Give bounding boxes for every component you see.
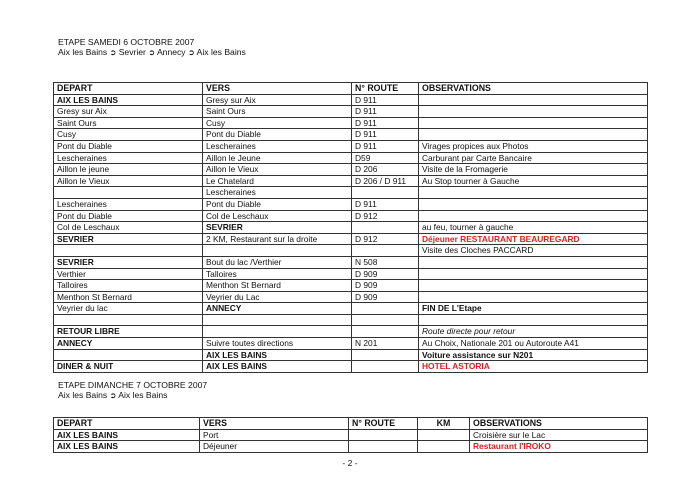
cell-observations: Restaurant l'IROKO [470, 441, 648, 453]
cell-vers: Suivre toutes directions [203, 338, 352, 350]
arrow-icon: ➲ [148, 48, 156, 57]
cell-vers: ANNECY [203, 303, 352, 315]
table-row [54, 429, 648, 441]
cell-route [352, 187, 419, 199]
cell-route: D 912 [352, 233, 419, 245]
header-route: N° ROUTE [352, 83, 419, 95]
cell-observations: FIN DE L'Etape [419, 303, 648, 315]
cell-vers: 2 KM, Restaurant sur la droite [203, 233, 352, 245]
table-row [54, 233, 648, 245]
arrow-icon: ➲ [109, 48, 117, 57]
cell-route: N 508 [352, 256, 419, 268]
cell-depart: Lescheraines [54, 152, 203, 164]
table-row [54, 140, 648, 152]
cell-route [349, 429, 418, 441]
cell-observations [419, 94, 648, 106]
cell-route: D 206 [352, 164, 419, 176]
cell-depart: Talloires [54, 280, 203, 292]
cell-observations: Route directe pour retour [419, 326, 648, 338]
cell-depart: Pont du Diable [54, 210, 203, 222]
cell-vers: AIX LES BAINS [203, 349, 352, 361]
cell-route: D59 [352, 152, 419, 164]
cell-vers: Pont du Diable [203, 129, 352, 141]
cell-depart: Cusy [54, 129, 203, 141]
cell-vers: SEVRIER [203, 222, 352, 234]
stage2-route [58, 390, 167, 401]
cell-vers: Veyrier du Lac [203, 291, 352, 303]
cell-observations [419, 106, 648, 118]
cell-depart: RETOUR LIBRE [54, 326, 203, 338]
cell-observations [419, 314, 648, 326]
cell-depart: SEVRIER [54, 256, 203, 268]
cell-route: D 911 [352, 94, 419, 106]
cell-depart [54, 245, 203, 257]
stage2-table [53, 417, 648, 453]
cell-observations: Déjeuner RESTAURANT BEAUREGARD [419, 233, 648, 245]
cell-observations [419, 187, 648, 199]
cell-vers: Aillon le Jeune [203, 152, 352, 164]
arrow-icon: ➲ [188, 48, 195, 57]
cell-vers: Gresy sur Aix [203, 94, 352, 106]
cell-depart: Menthon St Bernard [54, 291, 203, 303]
cell-observations [419, 280, 648, 292]
cell-depart: AIX LES BAINS [54, 429, 200, 441]
table-header-row [54, 83, 648, 95]
cell-vers: Cusy [203, 117, 352, 129]
table-row [54, 94, 648, 106]
cell-observations [419, 129, 648, 141]
cell-observations [419, 210, 648, 222]
cell-observations [419, 291, 648, 303]
cell-route: D 911 [352, 140, 419, 152]
cell-observations: au feu, tourner à gauche [419, 222, 648, 234]
table-row [54, 441, 648, 453]
header-depart: DEPART [54, 83, 203, 95]
cell-depart: DINER & NUIT [54, 361, 203, 373]
cell-route [352, 314, 419, 326]
table-row [54, 256, 648, 268]
cell-vers: Port [200, 429, 349, 441]
table-row [54, 291, 648, 303]
cell-route: D 909 [352, 291, 419, 303]
route-stop: Aix les Bains [58, 47, 108, 57]
cell-observations: Visite des Cloches PACCARD [419, 245, 648, 257]
cell-vers: Saint Ours [203, 106, 352, 118]
cell-vers: Aillon le Vieux [203, 164, 352, 176]
route-stop: Sevrier [118, 47, 146, 57]
cell-vers [203, 326, 352, 338]
cell-route: D 911 [352, 129, 419, 141]
cell-vers: Lescheraines [203, 187, 352, 199]
cell-route: D 909 [352, 280, 419, 292]
table-row [54, 245, 648, 257]
cell-depart: Pont du Diable [54, 140, 203, 152]
cell-vers: Col de Leschaux [203, 210, 352, 222]
arrow-icon: ➲ [109, 391, 117, 400]
cell-route [352, 326, 419, 338]
cell-depart: Lescheraines [54, 198, 203, 210]
route-stop: Aix les Bains [58, 390, 108, 400]
table-row [54, 303, 648, 315]
cell-vers: Le Chatelard [203, 175, 352, 187]
cell-depart [54, 314, 203, 326]
cell-observations: Croisière sur le Lac [470, 429, 648, 441]
table-row [54, 152, 648, 164]
cell-observations: HOTEL ASTORIA [419, 361, 648, 373]
cell-depart: Aillon le jeune [54, 164, 203, 176]
cell-route [352, 222, 419, 234]
table-row [54, 187, 648, 199]
cell-vers: Lescheraines [203, 140, 352, 152]
cell-observations: Virages propices aux Photos [419, 140, 648, 152]
cell-depart: Col de Leschaux [54, 222, 203, 234]
cell-vers: Menthon St Bernard [203, 280, 352, 292]
cell-vers: Talloires [203, 268, 352, 280]
table-row [54, 210, 648, 222]
cell-route: D 911 [352, 106, 419, 118]
header-vers: VERS [200, 418, 349, 430]
table-row [54, 268, 648, 280]
table-row [54, 198, 648, 210]
cell-depart: Verthier [54, 268, 203, 280]
stage2-title: ETAPE DIMANCHE 7 OCTOBRE 2007 [58, 380, 208, 390]
cell-vers: Déjeuner [200, 441, 349, 453]
cell-vers [203, 314, 352, 326]
route-stop: Aix les Bains [118, 390, 168, 400]
table-row [54, 164, 648, 176]
cell-depart: AIX LES BAINS [54, 94, 203, 106]
table-row [54, 106, 648, 118]
cell-observations: Visite de la Fromagerie [419, 164, 648, 176]
cell-route: D 911 [352, 198, 419, 210]
cell-route [349, 441, 418, 453]
cell-observations: Voiture assistance sur N201 [419, 349, 648, 361]
cell-observations [419, 198, 648, 210]
cell-observations [419, 268, 648, 280]
cell-observations [419, 117, 648, 129]
cell-route [352, 245, 419, 257]
cell-depart: Gresy sur Aix [54, 106, 203, 118]
table-row [54, 117, 648, 129]
cell-observations [419, 256, 648, 268]
header-vers: VERS [203, 83, 352, 95]
cell-observations: Au Stop tourner à Gauche [419, 175, 648, 187]
cell-observations: Au Choix, Nationale 201 ou Autoroute A41 [419, 338, 648, 350]
table-row [54, 129, 648, 141]
header-observations: OBSERVATIONS [419, 83, 648, 95]
stage1-route [58, 47, 246, 58]
page-number: - 2 - [342, 458, 358, 468]
cell-route: D 912 [352, 210, 419, 222]
cell-route: D 909 [352, 268, 419, 280]
cell-route [352, 349, 419, 361]
stage1-title: ETAPE SAMEDI 6 OCTOBRE 2007 [58, 37, 195, 47]
cell-depart: ANNECY [54, 338, 203, 350]
cell-observations: Carburant par Carte Bancaire [419, 152, 648, 164]
cell-km [418, 429, 470, 441]
route-stop: Annecy [156, 47, 186, 57]
table-row [54, 338, 648, 350]
stage1-table [53, 82, 648, 373]
cell-depart: Saint Ours [54, 117, 203, 129]
table-row [54, 222, 648, 234]
cell-depart: AIX LES BAINS [54, 441, 200, 453]
cell-route: D 206 / D 911 [352, 175, 419, 187]
table-header-row [54, 418, 648, 430]
header-km: KM [418, 418, 470, 430]
cell-depart [54, 187, 203, 199]
table-row [54, 361, 648, 373]
header-depart: DEPART [54, 418, 200, 430]
cell-vers: Bout du lac /Verthier [203, 256, 352, 268]
cell-route [352, 361, 419, 373]
cell-depart: Aillon le Vieux [54, 175, 203, 187]
table-row [54, 314, 648, 326]
cell-km [418, 441, 470, 453]
cell-vers: Pont du Diable [203, 198, 352, 210]
cell-vers: AIX LES BAINS [203, 361, 352, 373]
cell-route: D 911 [352, 117, 419, 129]
cell-route [352, 303, 419, 315]
table-row [54, 349, 648, 361]
cell-route: N 201 [352, 338, 419, 350]
table-row [54, 280, 648, 292]
cell-depart: Veyrier du lac [54, 303, 203, 315]
table-row [54, 326, 648, 338]
header-route: N° ROUTE [349, 418, 418, 430]
cell-depart: SEVRIER [54, 233, 203, 245]
header-observations: OBSERVATIONS [470, 418, 648, 430]
cell-depart [54, 349, 203, 361]
cell-vers [203, 245, 352, 257]
table-row [54, 175, 648, 187]
route-stop: Aix les Bains [196, 47, 246, 57]
